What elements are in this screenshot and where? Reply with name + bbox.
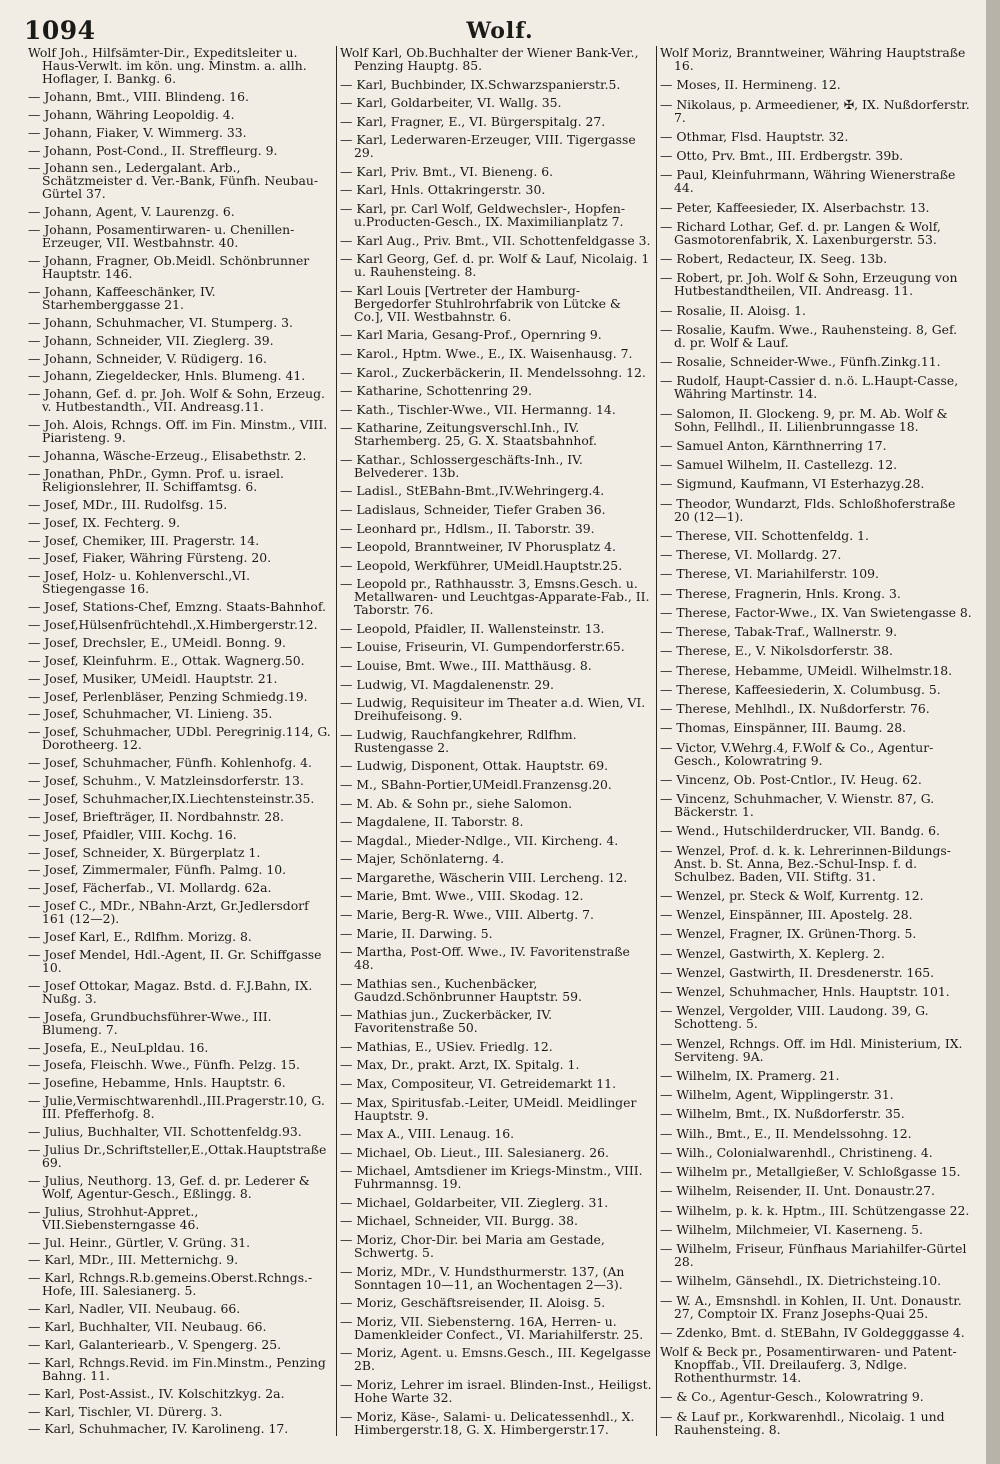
directory-entry: — Thomas, Einspänner, III. Baumg. 28. (660, 720, 907, 736)
directory-entry: — Jul. Heinr., Gürtler, V. Grüng. 31. (28, 1234, 251, 1250)
directory-entry: — Ludwig, Disponent, Ottak. Hauptstr. 69. (340, 758, 609, 774)
directory-entry: — Julie,Vermischtwarenhdl.,III.Pragerstr.10, G. III. Pfefferhofg. 8. (28, 1093, 329, 1122)
directory-entry: — Rosalie, II. Aloisg. 1. (660, 302, 806, 318)
directory-entry: — Margarethe, Wäscherin VIII. Lercheng. 12. (340, 869, 628, 885)
directory-entry: — Michael, Ob. Lieut., III. Salesianerg. 26. (340, 1144, 609, 1160)
directory-entry: — Johann, Gef. d. pr. Joh. Wolf & Sohn, Erzeug. v. Hutbestandth., VII. Andreasg.11. (28, 386, 329, 415)
directory-entry: — Jonathan, PhDr., Gymn. Prof. u. israel. Religionslehrer, II. Schiffamtsg. 6. (28, 465, 288, 494)
directory-entry: — Josefa, Grundbuchsführer-Wwe., III. Blumeng. 7. (28, 1008, 276, 1037)
directory-entry: — Wilhelm, IX. Pramerg. 21. (660, 1067, 840, 1083)
directory-entry: — Julius, Buchhalter, VII. Schottenfeldg.93. (28, 1124, 302, 1139)
directory-entry: — Karl Aug., Priv. Bmt., VII. Schottenfeldgasse 3. (340, 232, 651, 248)
directory-entry: — Wenzel, Fragner, IX. Grünen-Thorg. 5. (660, 926, 917, 942)
directory-entry: — Karl, Schuhmacher, IV. Karolineng. 17. (28, 1421, 289, 1437)
directory-entry: Wolf & Beck pr., Posamentirwaren- und Patent-Knopffab., VII. Dreilauferg. 3, Ndlge. Rothenthurmstr. 14. (660, 1344, 957, 1385)
directory-entry: — Magdalene, II. Taborstr. 8. (340, 814, 524, 830)
directory-entry: — Karl Louis [Vertreter der Hamburg-Bergedorfer Stuhlrohrfabrik von Lütcke & Co.], VII. Westbahnstr. 6. (340, 282, 625, 324)
directory-entry: — Paul, Kleinfuhrmann, Währing Wienerstraße 44. (660, 167, 960, 196)
directory-entry: — Johanna, Wäsche-Erzeug., Elisabethstr. 2. (28, 448, 307, 463)
page-edge (986, 0, 1000, 1464)
directory-entry: — Mathias sen., Kuchenbäcker, Gaudzd.Schönbrunner Hauptstr. 59. (340, 975, 582, 1004)
directory-entry: — Johann, Währing Leopoldig. 4. (28, 106, 235, 122)
directory-entry: — Johann sen., Ledergalant. Arb., Schätzmeister d. Ver.-Bank, Fünfh. Neubau-Gürtel 37. (28, 160, 319, 202)
directory-entry: Wolf Joh., Hilfsämter-Dir., Expeditsleiter u. Haus-Verwlt. im kön. ung. Minstm. a. allh. Hoflager, I. Bankg. 6. (28, 45, 311, 86)
directory-entry: — Theodor, Wundarzt, Flds. Schloßhoferstraße 20 (12—1). (660, 495, 960, 524)
directory-entry: — Therese, Tabak-Traf., Wallnerstr. 9. (660, 624, 898, 639)
directory-entry: — Wilh., Bmt., E., II. Mendelssohng. 12. (660, 1125, 912, 1141)
directory-entry: — Max A., VIII. Lenaug. 16. (340, 1126, 515, 1142)
directory-entry: — Karl, Rchngs.Revid. im Fin.Minstm., Penzing Bahng. 11. (28, 1354, 330, 1383)
directory-entry: — Katharine, Schottenring 29. (340, 383, 532, 399)
page-title: Wolf. (466, 18, 534, 44)
directory-entry: — Katharine, Zeitungsverschl.Inh., IV. Starhemberg. 25, G. X. Staatsbahnhof. (340, 420, 597, 449)
directory-entry: Wolf Karl, Ob.Buchhalter der Wiener Bank-Ver., Penzing Hauptg. 85. (340, 45, 643, 73)
directory-entry: — Karl, Tischler, VI. Dürerg. 3. (28, 1403, 223, 1419)
directory-entry: — Johann, Kaffeeschänker, IV. Starhemberggasse 21. (28, 283, 220, 312)
directory-entry: — Josef, Schneider, X. Bürgerplatz 1. (28, 844, 261, 860)
directory-entry: — Mathias, E., USiev. Friedlg. 12. (340, 1038, 553, 1054)
directory-entry: — Johann, Schneider, V. Rüdigerg. 16. (28, 350, 267, 366)
directory-entry: — Wenzel, Gastwirth, II. Dresdenerstr. 165. (660, 964, 935, 980)
directory-entry: — Wenzel, Prof. d. k. k. Lehrerinnen-Bildungs-Anst. b. St. Anna, Bez.-Schul-Insp. f. d. Schulbez. Baden, VII. Stiftg. 31. (660, 842, 951, 884)
directory-entry: — Michael, Goldarbeiter, VII. Zieglerg. 31. (340, 1194, 609, 1210)
directory-entry: — Moriz, MDr., V. Hundsthurmerstr. 137, (An Sonntagen 10—11, an Wochentagen 2—3). (340, 1263, 629, 1292)
directory-entry: — Karol., Hptm. Wwe., E., IX. Waisenhausg. 7. (340, 345, 633, 361)
directory-entry: — Zdenko, Bmt. d. StEBahn, IV Goldegggasse 4. (660, 1324, 965, 1340)
directory-entry: — Louise, Bmt. Wwe., III. Matthäusg. 8. (340, 658, 592, 674)
directory-entry: — Josef, Schuhmacher, VI. Linieng. 35. (28, 706, 273, 722)
directory-entry: — Samuel Anton, Kärnthnerring 17. (660, 437, 887, 453)
directory-entry: — Ladisl., StEBahn-Bmt.,IV.Wehringerg.4. (340, 483, 605, 499)
directory-entry: — Karl, Galanteriearb., V. Spengerg. 25. (28, 1336, 282, 1352)
directory-entry: — Josef, Schuhmacher, UDbl. Peregrinig.114, G. Dorotheerg. 12. (28, 724, 335, 753)
directory-entry: — Max, Spiritusfab.-Leiter, UMeidl. Meidlinger Hauptstr. 9. (340, 1094, 641, 1123)
directory-entry: — Josef, Musiker, UMeidl. Hauptstr. 21. (28, 670, 278, 686)
directory-entry: — Wilhelm, p. k. k. Hptm., III. Schützengasse 22. (660, 1202, 970, 1218)
directory-entry: — Johann, Posamentirwaren- u. Chenillen-Erzeuger, VII. Westbahnstr. 40. (28, 222, 295, 251)
directory-entry: — Marie, II. Darwing. 5. (340, 925, 493, 941)
directory-entry: — Therese, Mehlhdl., IX. Nußdorferstr. 76. (660, 701, 930, 716)
column-1 (28, 45, 335, 1437)
directory-entry: — Majer, Schönlaterng. 4. (340, 851, 505, 867)
directory-entry: — Johann, Bmt., VIII. Blindeng. 16. (28, 88, 249, 104)
directory-entry: — Josef, Stations-Chef, Emzng. Staats-Bahnhof. (28, 599, 326, 615)
directory-entry: — Johann, Ziegeldecker, Hnls. Blumeng. 41. (28, 368, 306, 384)
directory-entry: — Karl, Buchhalter, VII. Neubaug. 66. (28, 1319, 267, 1334)
directory-entry: — Josef, IX. Fechterg. 9. (28, 514, 181, 530)
directory-entry: — Therese, Fragnerin, Hnls. Krong. 3. (660, 585, 901, 601)
directory-entry: — Rosalie, Kaufm. Wwe., Rauhensteing. 8, Gef. d. pr. Wolf & Lauf. (660, 321, 962, 350)
directory-entry: — Josef, Schuhmacher,IX.Liechtensteinstr.35. (28, 790, 315, 806)
directory-entry: — Wend., Hutschilderdrucker, VII. Bandg. 6. (660, 823, 940, 839)
directory-entry: — Julius Dr.,Schriftsteller,E.,Ottak.Hauptstraße 69. (28, 1141, 331, 1170)
directory-entry: — M., SBahn-Portier,UMeidl.Franzensg.20. (340, 776, 612, 792)
directory-entry: — Ludwig, VI. Magdalenenstr. 29. (340, 676, 554, 692)
directory-entry: — Wenzel, Rchngs. Off. im Hdl. Ministerium, IX. Serviteng. 9A. (660, 1035, 967, 1064)
directory-entry: — Leopold, Pfaidler, II. Wallensteinstr. 13. (340, 620, 605, 636)
directory-entry: — Wilhelm, Bmt., IX. Nußdorferstr. 35. (660, 1106, 905, 1122)
directory-entry: — Leonhard pr., Hdlsm., II. Taborstr. 39. (340, 520, 595, 536)
directory-entry: — Karl, Lederwaren-Erzeuger, VIII. Tigergasse 29. (340, 132, 640, 161)
directory-entry: — Josef, Zimmermaler, Fünfh. Palmg. 10. (28, 862, 287, 878)
directory-entry: — Magdal., Mieder-Ndlge., VII. Kircheng. 4. (340, 832, 619, 848)
directory-entry: — Therese, VI. Mariahilferstr. 109. (660, 566, 879, 582)
directory-entry: — Moriz, Agent. u. Emsns.Gesch., III. Kegelgasse 2B. (340, 1345, 655, 1374)
directory-entry: — Josef, Kleinfuhrm. E., Ottak. Wagnerg.50. (28, 652, 305, 668)
directory-entry: — Otto, Prv. Bmt., III. Erdbergstr. 39b. (660, 148, 904, 163)
directory-entry: — Johann, Post-Cond., II. Streffleurg. 9. (28, 142, 278, 158)
directory-entry: — Leopold pr., Rathhausstr. 3, Emsns.Gesch. u. Metallwaren- und Leuchtgas-Apparate-Fab., II. Taborstr. 76. (340, 576, 654, 618)
directory-entry: — Moriz, Geschäftsreisender, II. Aloisg. 5. (340, 1295, 606, 1311)
directory-entry: — M. Ab. & Sohn pr., siehe Salomon. (340, 795, 573, 811)
directory-entry: — Martha, Post-Off. Wwe., IV. Favoritenstraße 48. (340, 944, 634, 973)
directory-entry: — Josef, Briefträger, II. Nordbahnstr. 28. (28, 808, 284, 824)
directory-entry: — Karl, Fragner, E., VI. Bürgerspitalg. 27. (340, 113, 606, 129)
directory-entry: — Robert, pr. Joh. Wolf & Sohn, Erzeugung von Hutbestandtheilen, VII. Andreasg. 11. (660, 270, 962, 299)
directory-entry: — Karl, MDr., III. Metternichg. 9. (28, 1252, 239, 1268)
directory-entry: — Ludwig, Rauchfangkehrer, Rdlfhm. Rustengasse 2. (340, 726, 581, 755)
directory-entry: — Josef, Chemiker, III. Pragerstr. 14. (28, 532, 260, 548)
directory-entry: Wolf Moriz, Branntweiner, Währing Hauptstraße 16. (660, 45, 970, 73)
directory-entry: — Johann, Schneider, VII. Zieglerg. 39. (28, 332, 274, 348)
directory-entry: — Josefa, Fleischh. Wwe., Fünfh. Pelzg. 15. (28, 1057, 300, 1073)
directory-entry: — Victor, V.Wehrg.4, F.Wolf & Co., Agentur-Gesch., Kolowratring 9. (660, 739, 934, 768)
directory-entry: — Karl, Hnls. Ottakringerstr. 30. (340, 182, 546, 198)
directory-entry: — Marie, Berg-R. Wwe., VIII. Albertg. 7. (340, 906, 594, 922)
directory-entry: — Josefine, Hebamme, Hnls. Hauptstr. 6. (28, 1075, 286, 1091)
directory-entry: — Josef, Schuhm., V. Matzleinsdorferstr. 13. (28, 773, 304, 788)
directory-entry: — Marie, Bmt. Wwe., VIII. Skodag. 12. (340, 888, 584, 904)
directory-entry: — Salomon, II. Glockeng. 9, pr. M. Ab. Wolf & Sohn, Fellhdl., II. Lilienbrunngasse 18. (660, 405, 952, 434)
directory-entry: — Therese, VII. Schottenfeldg. 1. (660, 527, 869, 543)
directory-entry: — Vincenz, Schuhmacher, V. Wienstr. 87, G. Bäckerstr. 1. (660, 791, 939, 819)
directory-entry: — Ladislaus, Schneider, Tiefer Graben 36. (340, 501, 606, 517)
directory-entry: — Karl Georg, Gef. d. pr. Wolf & Lauf, Nicolaig. 1 u. Rauhensteing. 8. (340, 251, 654, 280)
directory-entry: — & Co., Agentur-Gesch., Kolowratring 9. (660, 1389, 924, 1405)
page-header (0, 16, 1000, 46)
directory-entry: — Karl, Goldarbeiter, VI. Wallg. 35. (340, 95, 562, 111)
directory-entry: — Sigmund, Kaufmann, VI Esterhazyg.28. (660, 476, 925, 492)
directory-entry: — Wilhelm, Agent, Wipplingerstr. 31. (660, 1087, 894, 1102)
directory-entry: — Nikolaus, p. Armeediener, ✠, IX. Nußdorferstr. 7. (660, 96, 974, 125)
page-number: 1094 (24, 16, 96, 45)
directory-entry: — Johann, Schuhmacher, VI. Stumperg. 3. (28, 314, 293, 330)
directory-entry: — Josef,Hülsenfrüchtehdl.,X.Himbergerstr.12. (28, 617, 318, 632)
directory-entry: — Therese, Kaffeesiederin, X. Columbusg. 5. (660, 681, 941, 697)
directory-entry: — Karl, Buchbinder, IX.Schwarzspanierstr.5. (340, 76, 621, 92)
column-divider (336, 46, 337, 1436)
directory-entry: — Therese, VI. Mollardg. 27. (660, 547, 842, 562)
directory-entry: — Karl, Priv. Bmt., VI. Bieneng. 6. (340, 163, 554, 179)
directory-entry: — Rosalie, Schneider-Wwe., Fünfh.Zinkg.11. (660, 354, 941, 369)
directory-entry: — Josef, Drechsler, E., UMeidl. Bonng. 9. (28, 634, 286, 650)
directory-entry: — Robert, Redacteur, IX. Seeg. 13b. (660, 251, 888, 266)
directory-entry: — Kath., Tischler-Wwe., VII. Hermanng. 14. (340, 401, 616, 417)
directory-entry: — Leopold, Werkführer, UMeidl.Hauptstr.25. (340, 557, 623, 573)
directory-entry: — Wenzel, pr. Steck & Wolf, Kurrentg. 12. (660, 887, 924, 903)
directory-entry: — Moriz, VII. Siebensterng. 16A, Herren- u. Damenkleider Confect., VI. Mariahilferstr. 25. (340, 1313, 644, 1342)
directory-entry: — Leopold, Branntweiner, IV Phorusplatz 4. (340, 539, 616, 555)
directory-entry: — Wenzel, Einspänner, III. Apostelg. 28. (660, 907, 913, 922)
directory-entry: — Johann, Agent, V. Laurenzg. 6. (28, 204, 235, 220)
directory-entry: — W. A., Emsnshdl. in Kohlen, II. Unt. Donaustr. 27, Comptoir IX. Franz Josephs-Quai 25. (660, 1292, 966, 1321)
directory-entry: — Karl, Nadler, VII. Neubaug. 66. (28, 1301, 241, 1317)
directory-entry: — Josef Mendel, Hdl.-Agent, II. Gr. Schiffgasse 10. (28, 946, 326, 975)
directory-entry: — Josef C., MDr., NBahn-Arzt, Gr.Jedlersdorf 161 (12—2). (28, 898, 313, 927)
directory-entry: — Wilhelm pr., Metallgießer, V. Schloßgasse 15. (660, 1164, 961, 1179)
directory-entry: — Richard Lothar, Gef. d. pr. Langen & Wolf, Gasmotorenfabrik, X. Laxenburgerstr. 53. (660, 218, 945, 247)
column-divider (656, 46, 657, 1436)
directory-entry: — Wilhelm, Milchmeier, VI. Kaserneng. 5. (660, 1221, 923, 1237)
directory-entry: — Mathias jun., Zuckerbäcker, IV. Favoritenstraße 50. (340, 1007, 557, 1036)
directory-entry: — Therese, Factor-Wwe., IX. Van Swietengasse 8. (660, 604, 972, 620)
directory-entry: — Wenzel, Vergolder, VIII. Laudong. 39, G. Schotteng. 5. (660, 1003, 933, 1032)
directory-entry: — Moriz, Chor-Dir. bei Maria am Gestade, Schwertg. 5. (340, 1232, 609, 1261)
directory-entry: — Josef, Pfaidler, VIII. Kochg. 16. (28, 826, 237, 842)
directory-entry: — Othmar, Flsd. Hauptstr. 32. (660, 128, 849, 144)
directory-entry: — Josef, Perlenbläser, Penzing Schmiedg.19. (28, 688, 308, 704)
directory-entry: — Josef, Fiaker, Währing Fürsteng. 20. (28, 550, 272, 566)
directory-entry: — Josef, Fächerfab., VI. Mollardg. 62a. (28, 880, 272, 896)
directory-entry: — Wilhelm, Gänsehdl., IX. Dietrichsteing.10. (660, 1273, 942, 1289)
directory-entry: — Vincenz, Ob. Post-Cntlor., IV. Heug. 62. (660, 771, 922, 787)
directory-entry: — Therese, Hebamme, UMeidl. Wilhelmstr.18. (660, 662, 953, 678)
column-2 (340, 45, 656, 1437)
directory-entry: — Karl, Rchngs.R.b.gemeins.Oberst.Rchngs.-Hofe, III. Salesianerg. 5. (28, 1270, 313, 1299)
directory-entry: — Peter, Kaffeesieder, IX. Alserbachstr. 13. (660, 199, 930, 215)
directory-entry: — Josef Karl, E., Rdlfhm. Morizg. 8. (28, 929, 252, 944)
directory-entry: — Johann, Fragner, Ob.Meidl. Schönbrunner Hauptstr. 146. (28, 253, 314, 281)
directory-entry: — Joh. Alois, Rchngs. Off. im Fin. Minstm., VIII. Piaristeng. 9. (28, 417, 332, 446)
directory-entry: — Karl, pr. Carl Wolf, Geldwechsler-, Hopfen-u.Producten-Gesch., IX. Maximilianplatz 7. (340, 201, 626, 230)
directory-entry: — Wenzel, Gastwirth, X. Keplerg. 2. (660, 945, 885, 961)
directory-entry: — Ludwig, Requisiteur im Theater a.d. Wien, VI. Dreihufeisong. 9. (340, 695, 650, 724)
directory-entry: — Samuel Wilhelm, II. Castellezg. 12. (660, 457, 898, 472)
directory-entry: — Therese, E., V. Nikolsdorferstr. 38. (660, 643, 893, 659)
directory-entry: — Moses, II. Hermineng. 12. (660, 77, 841, 93)
directory-entry: — Michael, Amtsdiener im Kriegs-Minstm., VIII. Fuhrmannsg. 19. (340, 1163, 647, 1192)
directory-entry: — Max, Dr., prakt. Arzt, IX. Spitalg. 1. (340, 1057, 580, 1073)
directory-entry: — Wilhelm, Friseur, Fünfhaus Mariahilfer-Gürtel 28. (660, 1241, 971, 1269)
directory-entry: — Josef, MDr., III. Rudolfsg. 15. (28, 496, 228, 512)
directory-entry: — Wenzel, Schuhmacher, Hnls. Hauptstr. 101. (660, 984, 950, 999)
directory-entry: — Kathar., Schlossergeschäfts-Inh., IV. Belvederег. 13b. (340, 451, 587, 480)
directory-entry: — Johann, Fiaker, V. Wimmerg. 33. (28, 124, 247, 140)
directory-entry: — Wilh., Colonialwarenhdl., Christineng. 4. (660, 1144, 933, 1160)
directory-entry: — Josef, Schuhmacher, Fünfh. Kohlenhofg. 4. (28, 755, 312, 771)
directory-entry: — Karl, Post-Assist., IV. Kolschitzkyg. 2a. (28, 1385, 285, 1401)
directory-entry: — Louise, Friseurin, VI. Gumpendorferstr.65. (340, 639, 625, 655)
directory-entry: — Karl Maria, Gesang-Prof., Opernring 9. (340, 327, 602, 343)
directory-entry: — Julius, Neuthorg. 13, Gef. d. pr. Lederer & Wolf, Agentur-Gesch., Eßlingg. 8. (28, 1172, 314, 1201)
directory-entry: — & Lauf pr., Korkwarenhdl., Nicolaig. 1 und Rauhensteing. 8. (660, 1408, 949, 1437)
directory-entry: — Josef Ottokar, Magaz. Bstd. d. F.J.Bahn, IX. Nußg. 3. (28, 977, 317, 1006)
directory-entry: — Michael, Schneider, VII. Burgg. 38. (340, 1213, 578, 1229)
directory-entry: — Rudolf, Haupt-Cassier d. n.ö. L.Haupt-Casse, Währing Martinstr. 14. (660, 373, 963, 402)
directory-entry: — Josefa, E., NeuLpldau. 16. (28, 1039, 209, 1055)
directory-entry: — Karol., Zuckerbäckerin, II. Mendelssohng. 12. (340, 364, 646, 380)
directory-entry: — Max, Compositeur, VI. Getreidemarkt 11. (340, 1076, 617, 1092)
directory-entry: — Moriz, Käse-, Salami- u. Delicatessenhdl., X. Himbergerstr.18, G. X. Himbergerstr.17. (340, 1408, 639, 1437)
column-3 (660, 46, 972, 1436)
directory-entry: — Wilhelm, Reisender, II. Unt. Donaustr.27. (660, 1183, 935, 1199)
directory-entry: — Julius, Strohhut-Appret., VII.Siebensterngasse 46. (28, 1203, 203, 1232)
directory-entry: — Moriz, Lehrer im israel. Blinden-Inst., Heiligst. Hohe Warte 32. (340, 1376, 656, 1405)
directory-entry: — Josef, Holz- u. Kohlenverschl.,VI. Stiegengasse 16. (28, 568, 254, 597)
